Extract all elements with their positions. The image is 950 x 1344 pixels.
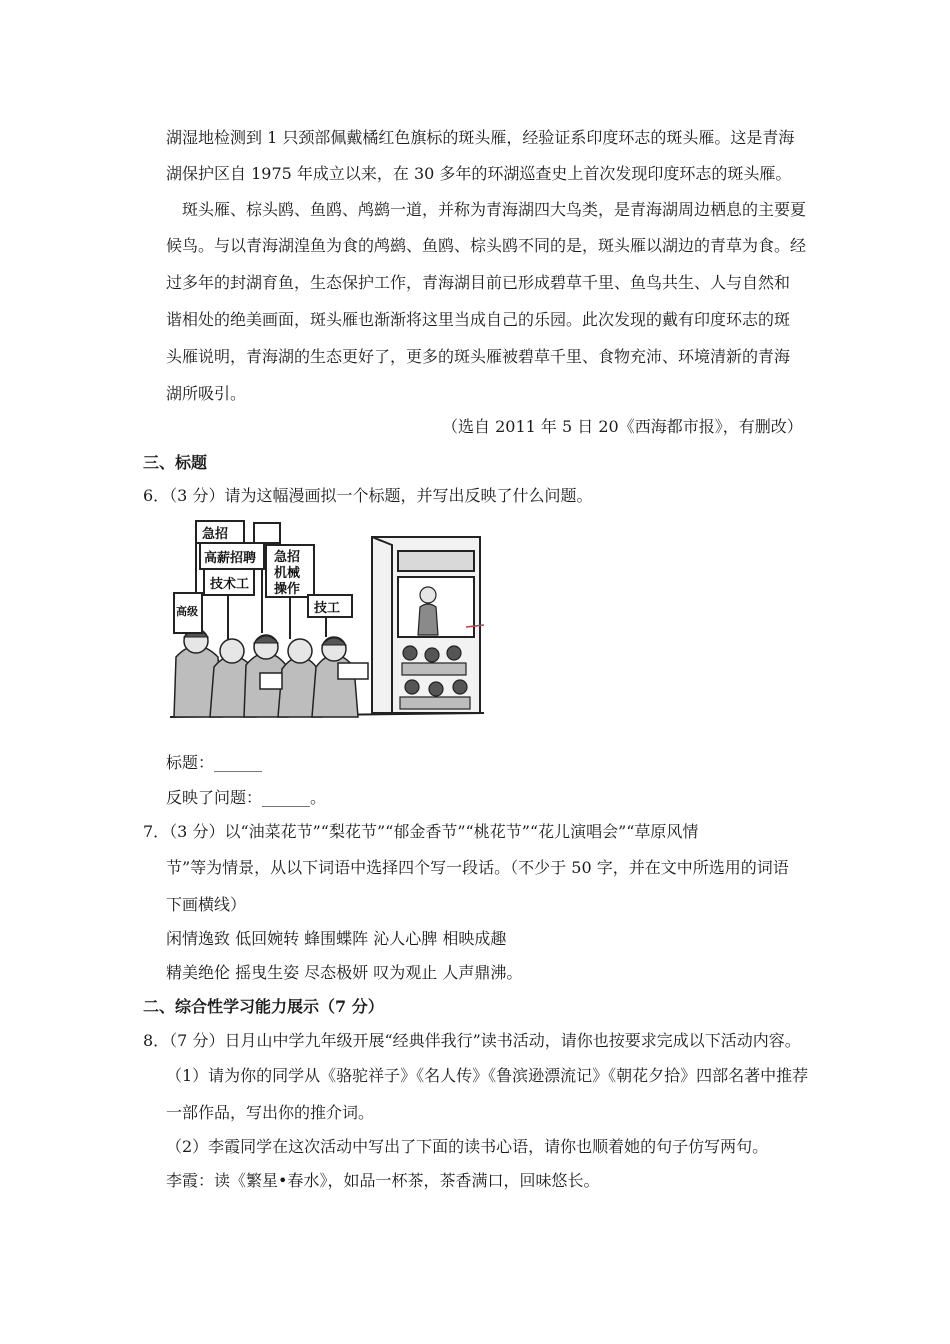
question-8-part-2: （2）李霞同学在这次活动中写出了下面的读书心语，请你也顺着她的句子仿写两句。: [166, 1137, 769, 1156]
section-3-heading: 三、标题: [143, 453, 208, 472]
sign-text-7: 技工: [314, 601, 341, 616]
passage-line-7: 头雁说明，青海湖的生态更好了，更多的斑头雁被碧草千里、食物充沛、环境清新的青海: [166, 347, 791, 366]
sign-text-5: 机械: [274, 566, 301, 581]
sign-text-6: 操作: [274, 582, 301, 597]
lixia-reading-note: 李霞：读《繁星•春水》，如品一杯茶，茶香满口，回味悠长。: [166, 1171, 600, 1190]
passage-line-4: 候鸟。与以青海湖湟鱼为食的鸬鹚、鱼鸥、棕头鸥不同的是，斑头雁以湖边的青草为食。经: [166, 236, 807, 255]
passage-source: （选自 2011 年 5 日 20《西海都市报》，有删改）: [442, 417, 803, 436]
problem-answer-blank[interactable]: 反映了问题：______。: [166, 788, 327, 807]
sign-text-3: 技术工: [210, 577, 250, 592]
sign-text-1: 急招: [202, 527, 229, 542]
passage-line-5: 过多年的封湖育鱼，生态保护工作，青海湖目前已形成碧草千里、鱼鸟共生、人与自然和: [166, 273, 791, 292]
passage-line-2: 湖保护区自 1975 年成立以来，在 30 多年的环湖巡查史上首次发现印度环志的斑头雁。: [166, 164, 792, 183]
question-6: 6．（3 分）请为这幅漫画拟一个标题，并写出反映了什么问题。: [143, 486, 593, 505]
question-8-part-1-line-2: 一部作品，写出你的推介词。: [166, 1103, 375, 1122]
sign-text-8: 高级: [176, 605, 198, 618]
question-8-part-1-line-1: （1）请为你的同学从《骆驼祥子》《名人传》《鲁滨逊漂流记》《朝花夕拾》四部名著中推荐: [166, 1066, 809, 1085]
passage-line-1: 湖湿地检测到 1 只颈部佩戴橘红色旗标的斑头雁，经验证系印度环志的斑头雁。这是青海: [166, 128, 795, 147]
sign-text-4: 急招: [274, 550, 301, 565]
job-fair-cartoon: [166, 517, 488, 729]
question-8: 8．（7 分）日月山中学九年级开展“经典伴我行”读书活动，请你也按要求完成以下活动内容。: [143, 1031, 801, 1050]
word-list-line-1: 闲情逸致 低回婉转 蜂围蝶阵 沁人心脾 相映成趣: [166, 929, 507, 948]
question-7-line-2: 节”等为情景，从以下词语中选择四个写一段话。（不少于 50 字，并在文中所选用的词语: [166, 858, 789, 877]
passage-line-8: 湖所吸引。: [166, 384, 247, 403]
passage-line-3: 斑头雁、棕头鸥、鱼鸥、鸬鹚一道，并称为青海湖四大鸟类，是青海湖周边栖息的主要夏: [182, 200, 807, 219]
section-2-heading: 二、综合性学习能力展示（7 分）: [143, 997, 384, 1016]
title-answer-blank[interactable]: 标题：______: [166, 753, 263, 772]
word-list-line-2: 精美绝伦 摇曳生姿 尽态极妍 叹为观止 人声鼎沸。: [166, 963, 523, 982]
passage-line-6: 谐相处的绝美画面，斑头雁也渐渐将这里当成自己的乐园。此次发现的戴有印度环志的斑: [166, 310, 791, 329]
sign-text-2: 高薪招聘: [204, 551, 257, 566]
question-7-line-1: 7．（3 分）以“油菜花节”“梨花节”“郁金香节”“桃花节”“花儿演唱会”“草原风情: [143, 822, 699, 841]
question-7-line-3: 下画横线）: [166, 895, 247, 914]
